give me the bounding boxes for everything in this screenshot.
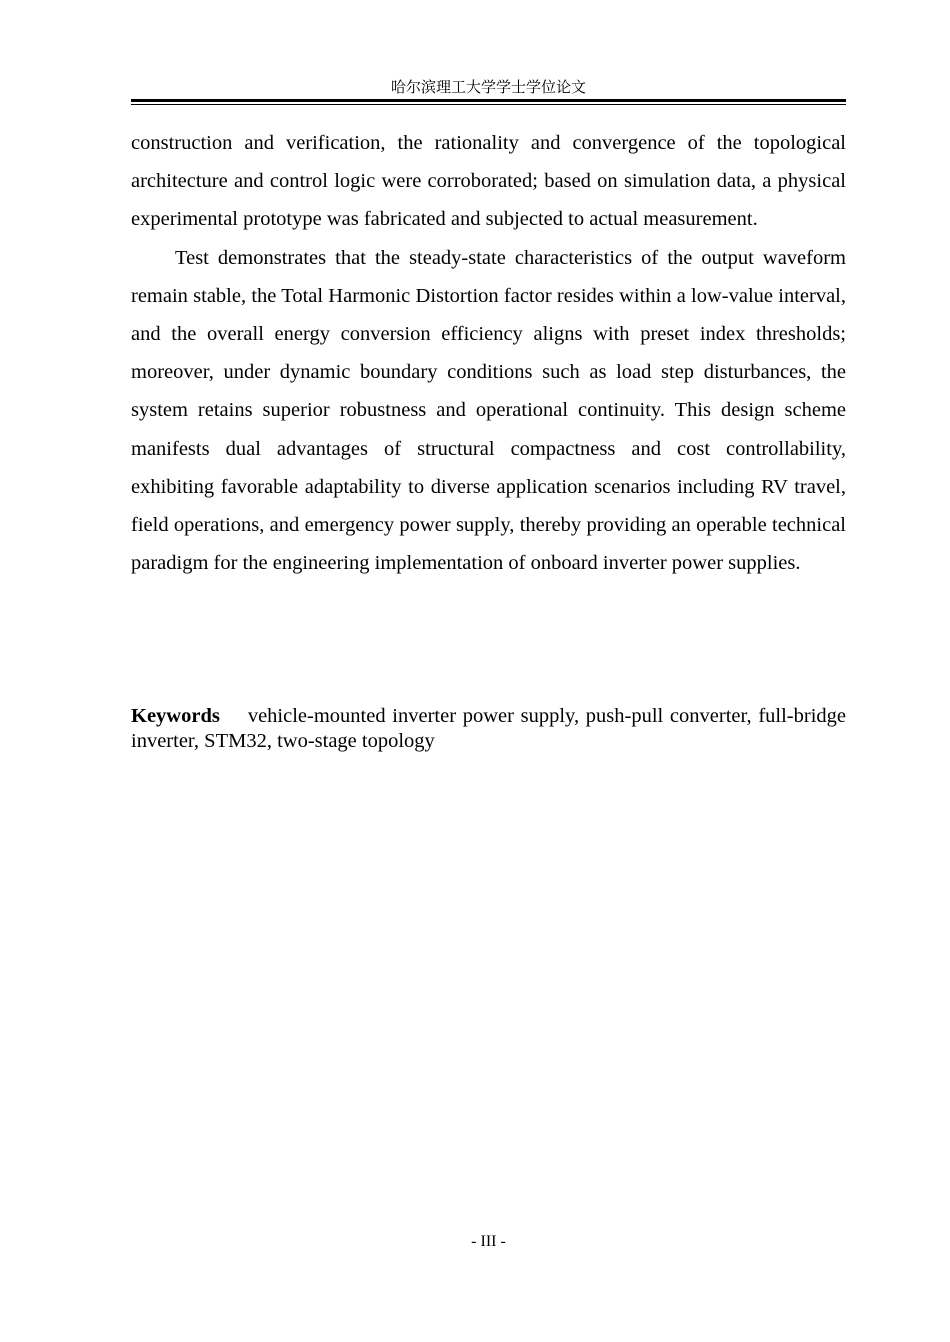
keywords-label: Keywords (131, 705, 220, 727)
running-header: 哈尔滨理工大学学士学位论文 (390, 78, 586, 96)
header-rule-thin (131, 104, 846, 105)
keywords-list: vehicle-mounted inverter power supply, push-pull converter, full-bridge inverter, STM32, two-stage topology (131, 705, 846, 752)
keywords-block (131, 704, 846, 754)
abstract-paragraph-continued: construction and verification, the rationality and convergence of the topological architecture and control logic were corroborated; based on simulation data, a physical experimental prototype was fabricated and subjected to actual measurement. (131, 132, 846, 231)
page-number: - III - (471, 1233, 506, 1250)
abstract-paragraph-results: Test demonstrates that the steady-state characteristics of the output waveform remain stable, the Total Harmonic Distortion factor resides within a low-value interval, and the overall energy conversion efficiency aligns with preset index thresholds; moreover, under dynamic boundary conditions such as load step disturbances, the system retains superior robustness and operational continuity. This design scheme manifests dual advantages of structural compactness and cost controllability, exhibiting favorable adaptability to diverse application scenarios including RV travel, field operations, and emergency power supply, thereby providing an operable technical paradigm for the engineering implementation of onboard inverter power supplies. (131, 246, 846, 575)
header-rule-thick (131, 99, 846, 102)
abstract-body (131, 124, 846, 582)
